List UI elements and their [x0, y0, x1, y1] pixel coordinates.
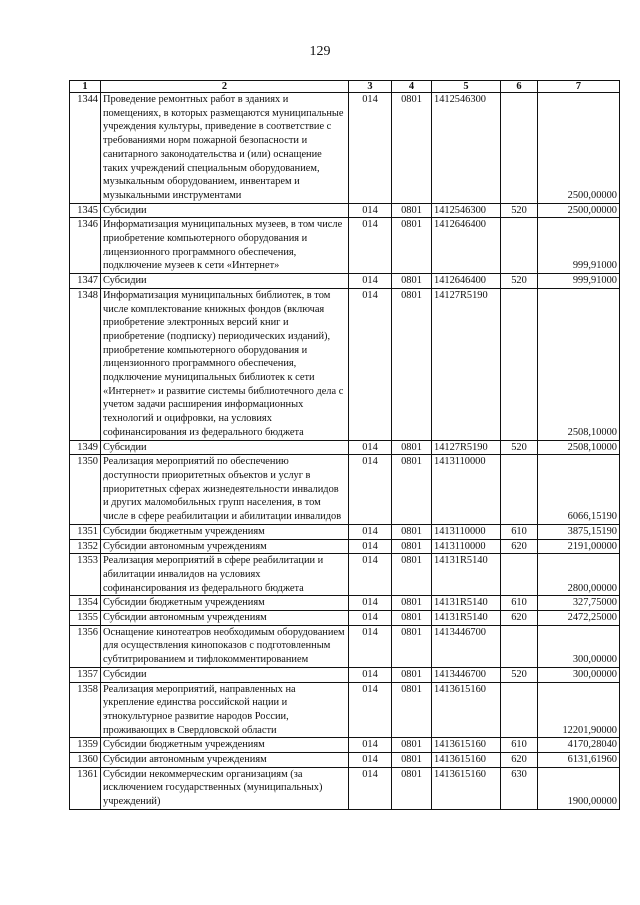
- column-header-1: 1: [70, 81, 101, 93]
- amount-cell: 6066,15190: [538, 455, 620, 525]
- column-header-6: 6: [501, 81, 538, 93]
- table-row: [70, 274, 620, 289]
- department-code-cell: 014: [349, 667, 392, 682]
- row-number-cell: 1352: [70, 539, 101, 554]
- section-code-cell: 0801: [392, 625, 432, 667]
- section-code-cell: 0801: [392, 218, 432, 274]
- row-number-cell: 1354: [70, 596, 101, 611]
- section-code-cell: 0801: [392, 554, 432, 596]
- table-row: [70, 767, 620, 809]
- table-row: [70, 554, 620, 596]
- amount-cell: 2472,25000: [538, 611, 620, 626]
- expense-type-cell: [501, 218, 538, 274]
- section-code-cell: 0801: [392, 667, 432, 682]
- amount-cell: 2508,10000: [538, 440, 620, 455]
- row-number-cell: 1353: [70, 554, 101, 596]
- table-row: [70, 753, 620, 768]
- row-number-cell: 1357: [70, 667, 101, 682]
- expense-type-cell: [501, 93, 538, 204]
- table-row: [70, 218, 620, 274]
- amount-cell: 999,91000: [538, 274, 620, 289]
- expense-type-cell: [501, 455, 538, 525]
- expense-type-cell: [501, 625, 538, 667]
- section-code-cell: 0801: [392, 753, 432, 768]
- table-row: [70, 682, 620, 738]
- row-number-cell: 1348: [70, 288, 101, 440]
- expense-type-cell: 520: [501, 440, 538, 455]
- row-name-cell: Информатизация муниципальных музеев, в том числе приобретение компьютерного оборудования и лицензионного программного обеспечения, подключение музеев к сети «Интернет»: [101, 218, 349, 274]
- row-number-cell: 1361: [70, 767, 101, 809]
- table-row: [70, 93, 620, 204]
- target-article-cell: 1413615160: [432, 738, 501, 753]
- table-row: [70, 455, 620, 525]
- target-article-cell: 1413110000: [432, 539, 501, 554]
- column-header-2: 2: [101, 81, 349, 93]
- section-code-cell: 0801: [392, 596, 432, 611]
- table-row: [70, 625, 620, 667]
- row-number-cell: 1351: [70, 524, 101, 539]
- expense-type-cell: 620: [501, 753, 538, 768]
- amount-cell: 2800,00000: [538, 554, 620, 596]
- expense-type-cell: [501, 288, 538, 440]
- table-row: [70, 524, 620, 539]
- target-article-cell: 1413110000: [432, 455, 501, 525]
- department-code-cell: 014: [349, 554, 392, 596]
- table-row: [70, 596, 620, 611]
- amount-cell: 300,00000: [538, 625, 620, 667]
- row-name-cell: Информатизация муниципальных библиотек, в том числе комплектование книжных фондов (включая приобретение электронных версий книг и приобретение (подписку) периодических изданий), приобретение компьютерного оборудования и лицензионного программного обеспечения, подключение муниципальных библиотек к сети «Интернет» и развитие системы библиотечного дела с учетом задачи расширения информационных технологий и оцифровки, на условиях софинансирования из федерального бюджета: [101, 288, 349, 440]
- row-name-cell: Субсидии автономным учреждениям: [101, 611, 349, 626]
- table-row: [70, 667, 620, 682]
- amount-cell: 2508,10000: [538, 288, 620, 440]
- row-name-cell: Субсидии автономным учреждениям: [101, 539, 349, 554]
- section-code-cell: 0801: [392, 203, 432, 218]
- target-article-cell: 1413446700: [432, 667, 501, 682]
- row-name-cell: Реализация мероприятий, направленных на укрепление единства российской нации и этнокультурное развитие народов России, проживающих в Свердловской области: [101, 682, 349, 738]
- amount-cell: 6131,61960: [538, 753, 620, 768]
- row-name-cell: Оснащение кинотеатров необходимым оборудованием для осуществления кинопоказов с подготовленным субтитрированием и тифлокомментированием: [101, 625, 349, 667]
- department-code-cell: 014: [349, 455, 392, 525]
- row-name-cell: Субсидии автономным учреждениям: [101, 753, 349, 768]
- row-number-cell: 1359: [70, 738, 101, 753]
- section-code-cell: 0801: [392, 539, 432, 554]
- department-code-cell: 014: [349, 767, 392, 809]
- target-article-cell: 1412646400: [432, 274, 501, 289]
- table-row: [70, 203, 620, 218]
- expense-type-cell: 520: [501, 667, 538, 682]
- expense-type-cell: 630: [501, 767, 538, 809]
- expense-type-cell: 610: [501, 524, 538, 539]
- department-code-cell: 014: [349, 524, 392, 539]
- department-code-cell: 014: [349, 93, 392, 204]
- section-code-cell: 0801: [392, 274, 432, 289]
- row-name-cell: Субсидии: [101, 667, 349, 682]
- department-code-cell: 014: [349, 539, 392, 554]
- amount-cell: 999,91000: [538, 218, 620, 274]
- expense-type-cell: 520: [501, 203, 538, 218]
- page-number: 129: [309, 44, 331, 59]
- section-code-cell: 0801: [392, 682, 432, 738]
- target-article-cell: 1412546300: [432, 93, 501, 204]
- expense-type-cell: [501, 554, 538, 596]
- expense-type-cell: 610: [501, 738, 538, 753]
- department-code-cell: 014: [349, 611, 392, 626]
- row-name-cell: Реализация мероприятий в сфере реабилитации и абилитации инвалидов на условиях софинансирования из федерального бюджета: [101, 554, 349, 596]
- amount-cell: 3875,15190: [538, 524, 620, 539]
- row-number-cell: 1350: [70, 455, 101, 525]
- section-code-cell: 0801: [392, 611, 432, 626]
- target-article-cell: 1413446700: [432, 625, 501, 667]
- table-body: [70, 93, 620, 810]
- row-number-cell: 1355: [70, 611, 101, 626]
- target-article-cell: 14127R5190: [432, 288, 501, 440]
- table-row: [70, 611, 620, 626]
- row-name-cell: Субсидии бюджетным учреждениям: [101, 524, 349, 539]
- row-name-cell: Субсидии: [101, 203, 349, 218]
- expense-type-cell: 520: [501, 274, 538, 289]
- row-number-cell: 1358: [70, 682, 101, 738]
- column-header-3: 3: [349, 81, 392, 93]
- amount-cell: 1900,00000: [538, 767, 620, 809]
- amount-cell: 327,75000: [538, 596, 620, 611]
- expense-type-cell: 620: [501, 611, 538, 626]
- row-number-cell: 1346: [70, 218, 101, 274]
- target-article-cell: 1413110000: [432, 524, 501, 539]
- row-number-cell: 1356: [70, 625, 101, 667]
- table-row: [70, 440, 620, 455]
- row-number-cell: 1347: [70, 274, 101, 289]
- expense-type-cell: [501, 682, 538, 738]
- target-article-cell: 14131R5140: [432, 611, 501, 626]
- expense-type-cell: 620: [501, 539, 538, 554]
- row-name-cell: Субсидии бюджетным учреждениям: [101, 738, 349, 753]
- department-code-cell: 014: [349, 218, 392, 274]
- row-name-cell: Субсидии: [101, 440, 349, 455]
- department-code-cell: 014: [349, 625, 392, 667]
- row-number-cell: 1345: [70, 203, 101, 218]
- row-name-cell: Реализация мероприятий по обеспечению доступности приоритетных объектов и услуг в приоритетных сферах жизнедеятельности инвалидов и других маломобильных групп населения, в том числе в сфере реабилитации и абилитации инвалидов: [101, 455, 349, 525]
- row-number-cell: 1349: [70, 440, 101, 455]
- section-code-cell: 0801: [392, 93, 432, 204]
- section-code-cell: 0801: [392, 440, 432, 455]
- amount-cell: 2500,00000: [538, 203, 620, 218]
- target-article-cell: 1413615160: [432, 767, 501, 809]
- section-code-cell: 0801: [392, 455, 432, 525]
- table-header-row: [70, 81, 620, 93]
- row-number-cell: 1360: [70, 753, 101, 768]
- column-header-5: 5: [432, 81, 501, 93]
- table-row: [70, 738, 620, 753]
- amount-cell: 2500,00000: [538, 93, 620, 204]
- section-code-cell: 0801: [392, 738, 432, 753]
- section-code-cell: 0801: [392, 767, 432, 809]
- row-number-cell: 1344: [70, 93, 101, 204]
- department-code-cell: 014: [349, 596, 392, 611]
- department-code-cell: 014: [349, 682, 392, 738]
- target-article-cell: 14131R5140: [432, 596, 501, 611]
- amount-cell: 300,00000: [538, 667, 620, 682]
- table-row: [70, 288, 620, 440]
- column-header-4: 4: [392, 81, 432, 93]
- column-header-7: 7: [538, 81, 620, 93]
- department-code-cell: 014: [349, 203, 392, 218]
- department-code-cell: 014: [349, 738, 392, 753]
- budget-table: [69, 80, 620, 810]
- target-article-cell: 1413615160: [432, 753, 501, 768]
- expense-type-cell: 610: [501, 596, 538, 611]
- target-article-cell: 1412646400: [432, 218, 501, 274]
- amount-cell: 12201,90000: [538, 682, 620, 738]
- row-name-cell: Субсидии: [101, 274, 349, 289]
- department-code-cell: 014: [349, 288, 392, 440]
- row-name-cell: Субсидии бюджетным учреждениям: [101, 596, 349, 611]
- section-code-cell: 0801: [392, 524, 432, 539]
- target-article-cell: 14127R5190: [432, 440, 501, 455]
- section-code-cell: 0801: [392, 288, 432, 440]
- amount-cell: 2191,00000: [538, 539, 620, 554]
- row-name-cell: Субсидии некоммерческим организациям (за исключением государственных (муниципальных) учреждений): [101, 767, 349, 809]
- row-name-cell: Проведение ремонтных работ в зданиях и помещениях, в которых размещаются муниципальные учреждения культуры, приведение в соответствие с требованиями норм пожарной безопасности и санитарного законодательства и (или) оснащение таких учреждений специальным оборудованием, музыкальным оборудованием, инвентарем и музыкальными инструментами: [101, 93, 349, 204]
- amount-cell: 4170,28040: [538, 738, 620, 753]
- target-article-cell: 1412546300: [432, 203, 501, 218]
- target-article-cell: 14131R5140: [432, 554, 501, 596]
- department-code-cell: 014: [349, 274, 392, 289]
- target-article-cell: 1413615160: [432, 682, 501, 738]
- table-row: [70, 539, 620, 554]
- department-code-cell: 014: [349, 440, 392, 455]
- department-code-cell: 014: [349, 753, 392, 768]
